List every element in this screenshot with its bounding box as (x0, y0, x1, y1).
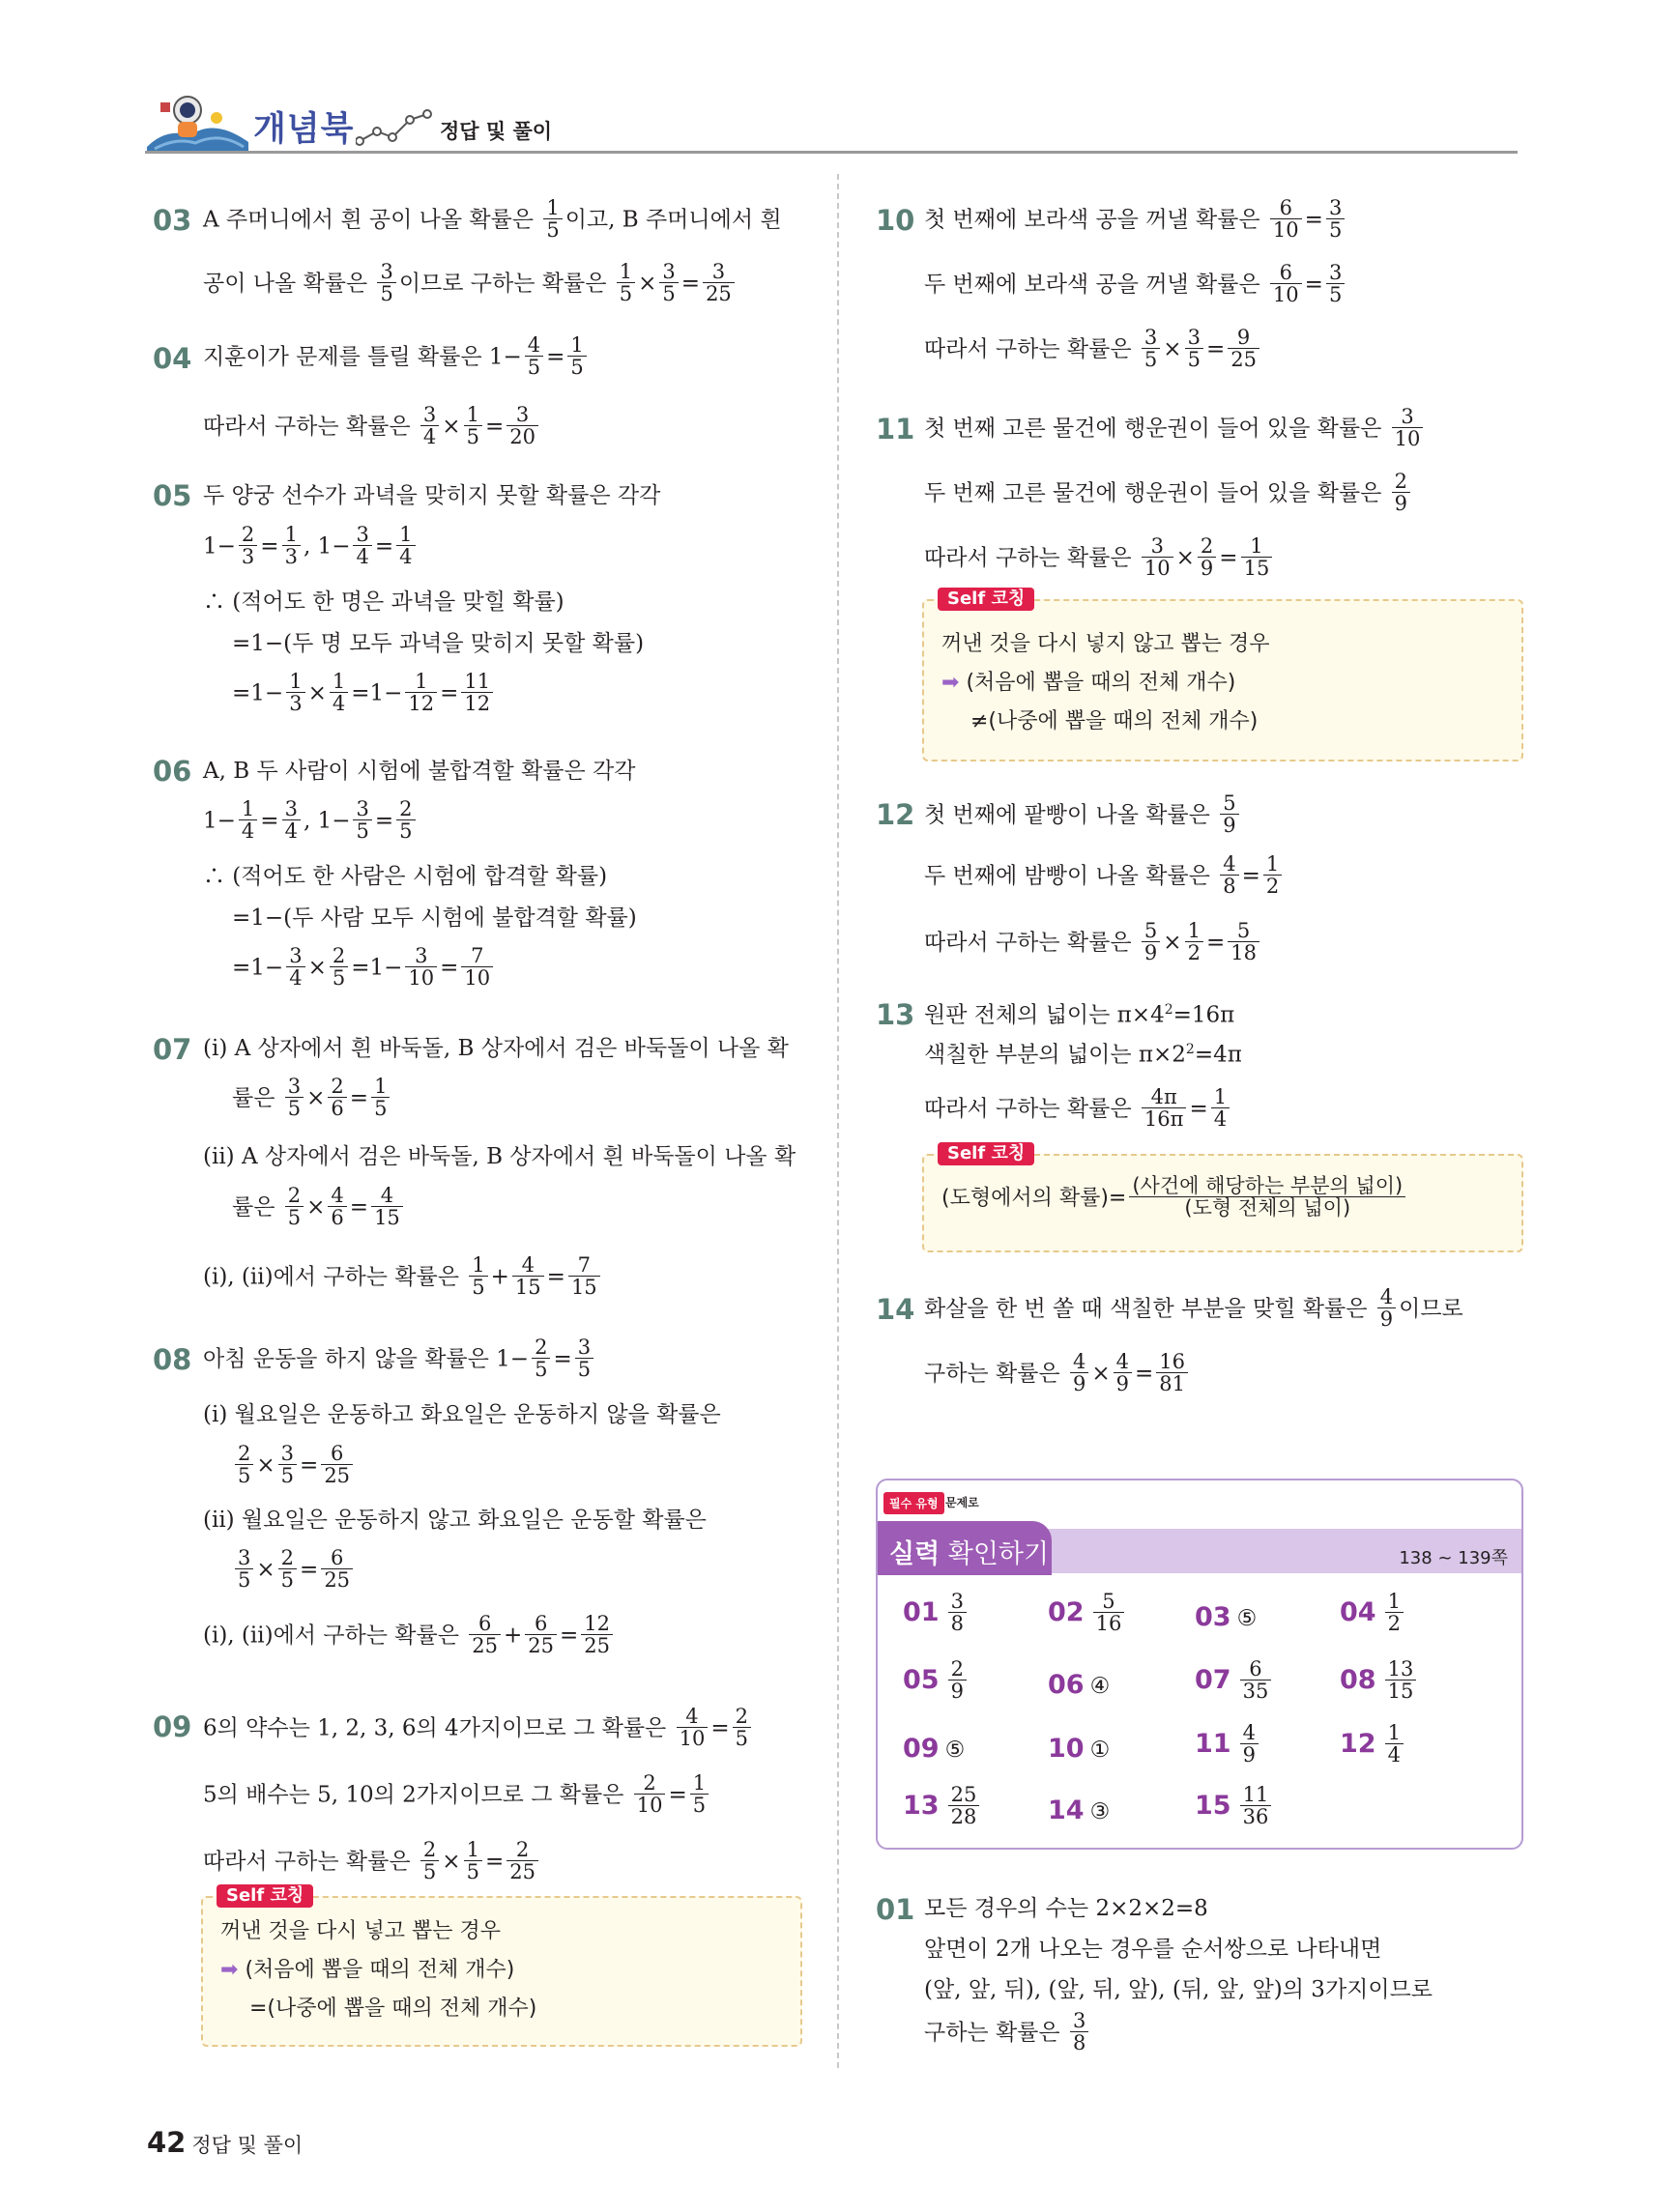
answer-item: 05 $\frac{2}{9}$ (903, 1660, 970, 1704)
coaching-line-3: =(나중에 뽑을 때의 전체 개수) (249, 1997, 537, 2021)
solution-07-line-5: (ⅰ), (ⅱ)에서 구하는 확률은 $\frac{1}{5}$ + $\frac{4}{15}$ = $\frac{7}{15}$ (203, 1256, 603, 1300)
arrow-right-icon: ➡ (941, 671, 960, 695)
solution-08-line-1: 아침 운동을 하지 않을 확률은 1− $\frac{2}{5}$ = $\frac{3}{5}$ (203, 1338, 596, 1382)
solution-07-line-2: 률은 $\frac{3}{5}$ × $\frac{2}{6}$ = $\frac{1}{5}$ (232, 1077, 392, 1121)
essential-type-badge: 필수 유형 (883, 1492, 944, 1514)
solution-07-line-3: (ⅱ) A 상자에서 검은 바둑돌, B 상자에서 흰 바둑돌이 나올 확 (203, 1144, 796, 1169)
solution-08-line-4: (ⅱ) 월요일은 운동하지 않고 화요일은 운동할 확률은 (203, 1508, 707, 1533)
solution-08-line-2: (ⅰ) 월요일은 운동하고 화요일은 운동하지 않을 확률은 (203, 1402, 721, 1427)
solution-06-line-5: =1− $\frac{3}{4}$ × $\frac{2}{5}$ =1− $\frac{3}{10}$ = $\frac{7}{10}$ (232, 947, 496, 991)
problem-number-03: 03 (153, 204, 192, 237)
solution-11-line-3: 따라서 구하는 확률은 $\frac{3}{10}$ × $\frac{2}{9}$ = $\frac{1}{15}$ (924, 537, 1275, 581)
solution-13-line-3: 따라서 구하는 확률은 $\frac{4\pi}{16\pi}$ = $\frac{1}{4}$ (924, 1088, 1232, 1132)
solution-13-line-2: 색칠한 부분의 넓이는 $\pi\times 2^2=4\pi$ (924, 1042, 1242, 1068)
answer-item: 09 ⑤ (903, 1734, 966, 1764)
answer-item: 06 ④ (1048, 1670, 1111, 1700)
solution-08-line-5: $\frac{3}{5}$ × $\frac{2}{5}$ = $\frac{6}{25}$ (232, 1549, 356, 1593)
answer-item: 02 $\frac{5}{16}$ (1048, 1593, 1127, 1636)
header-subtitle: 정답 및 풀이 (440, 120, 553, 143)
solution-07-line-4: 률은 $\frac{2}{5}$ × $\frac{4}{6}$ = $\frac{4}{15}$ (232, 1187, 406, 1230)
solution-14-line-2: 구하는 확률은 $\frac{4}{9}$ × $\frac{4}{9}$ = $\frac{16}{81}$ (924, 1353, 1191, 1396)
answer-item: 03 ⑤ (1195, 1602, 1258, 1632)
problem-number-05: 05 (153, 479, 192, 512)
solution-03-line-2: 공이 나올 확률은 $\frac{3}{5}$ 이므로 구하는 확률은 $\frac{1}{5}$ × $\frac{3}{5}$ = $\frac{3}{25}$ (203, 263, 738, 306)
problem-number-08: 08 (153, 1343, 192, 1376)
solution-10-line-2: 두 번째에 보라색 공을 꺼낼 확률은 $\frac{6}{10}$ = $\frac{3}{5}$ (924, 264, 1347, 307)
arrow-right-icon: ➡ (220, 1958, 239, 1982)
solution-05-line-1: 두 양궁 선수가 과녁을 맞히지 못할 확률은 각각 (203, 483, 661, 508)
solution-07-line-1: (ⅰ) A 상자에서 흰 바둑돌, B 상자에서 검은 바둑돌이 나올 확 (203, 1036, 789, 1061)
solution-03-line-1: A 주머니에서 흰 공이 나올 확률은 $\frac{1}{5}$ 이고, B 주머니에서 흰 (203, 196, 782, 243)
problem-number-04: 04 (153, 342, 192, 375)
solution-08-line-6: (ⅰ), (ⅱ)에서 구하는 확률은 $\frac{6}{25}$ + $\frac{6}{25}$ = $\frac{12}{25}$ (203, 1615, 616, 1658)
answer-item: 08 $\frac{13}{15}$ (1340, 1660, 1419, 1704)
self-coaching-tag: Self 코칭 (217, 1884, 313, 1908)
self-coaching-box-11 (922, 589, 1523, 761)
solution-12-line-2: 두 번째에 밤빵이 나올 확률은 $\frac{4}{8}$ = $\frac{1}{2}$ (924, 855, 1285, 899)
solution-05-line-2: 1− $\frac{2}{3}$ = $\frac{1}{3}$ , 1− $\frac{3}{4}$ = $\frac{1}{4}$ (203, 526, 419, 569)
solution-11-line-2: 두 번째 고른 물건에 행운권이 들어 있을 확률은 $\frac{2}{9}$ (924, 473, 1413, 516)
page-footer (147, 2126, 304, 2159)
problem-number-14: 14 (876, 1293, 915, 1326)
coaching-line-2: ➡ (처음에 뽑을 때의 전체 개수) (941, 671, 1236, 695)
coaching-line-3: ≠(나중에 뽑을 때의 전체 개수) (970, 709, 1259, 733)
answer-item: 14 ③ (1048, 1795, 1111, 1825)
problem-number-13: 13 (876, 998, 915, 1031)
page-number: 42 (147, 2126, 187, 2159)
brand-title: 개념북 (253, 110, 355, 149)
page-range: 138 ~ 139쪽 (1399, 1548, 1508, 1568)
solution-01-line-3: (앞, 앞, 뒤), (앞, 뒤, 앞), (뒤, 앞, 앞)의 3가지이므로 (924, 1977, 1433, 2002)
answer-item: 04 $\frac{1}{2}$ (1340, 1593, 1406, 1636)
solution-04-line-2: 따라서 구하는 확률은 $\frac{3}{4}$ × $\frac{1}{5}$ = $\frac{3}{20}$ (203, 406, 541, 449)
solution-01-line-2: 앞면이 2개 나오는 경우를 순서쌍으로 나타내면 (924, 1937, 1382, 1962)
answer-key-title: 실력 확인하기 (889, 1539, 1050, 1569)
answer-item: 10 ① (1048, 1734, 1111, 1764)
solution-01-line-4: 구하는 확률은 $\frac{3}{8}$ (924, 2012, 1091, 2055)
solution-04-line-1: 지훈이가 문제를 틀릴 확률은 1− $\frac{4}{5}$ = $\frac{1}{5}$ (203, 336, 590, 380)
solution-09-line-3: 따라서 구하는 확률은 $\frac{2}{5}$ × $\frac{1}{5}$ = $\frac{2}{25}$ (203, 1841, 541, 1884)
by-problem-label: 문제로 (945, 1496, 979, 1509)
solution-12-line-1: 첫 번째에 팥빵이 나올 확률은 $\frac{5}{9}$ (924, 794, 1242, 838)
coaching-line-1: 꺼낸 것을 다시 넣지 않고 뽑는 경우 (941, 632, 1270, 656)
coaching-formula: (도형에서의 확률)= $\frac{\text{(사건에 해당하는 부분의 넓이)}}{\text{(도형 전체의 넓이)}}$ (941, 1177, 1408, 1221)
problem-number-06: 06 (153, 755, 192, 788)
self-coaching-box-09 (201, 1885, 802, 2047)
self-coaching-tag: Self 코칭 (938, 1142, 1034, 1165)
solution-06-line-2: 1− $\frac{1}{4}$ = $\frac{3}{4}$ , 1− $\frac{3}{5}$ = $\frac{2}{5}$ (203, 800, 419, 844)
solution-06-line-1: A, B 두 사람이 시험에 불합격할 확률은 각각 (203, 759, 636, 784)
coaching-line-2: ➡ (처음에 뽑을 때의 전체 개수) (220, 1958, 515, 1982)
solution-05-line-5: =1− $\frac{1}{3}$ × $\frac{1}{4}$ =1− $\frac{1}{12}$ = $\frac{11}{12}$ (232, 673, 496, 716)
answer-item: 15 $\frac{11}{36}$ (1195, 1786, 1274, 1829)
answer-item: 11 $\frac{4}{9}$ (1195, 1724, 1261, 1767)
solution-13-line-1: 원판 전체의 넓이는 $\pi\times 4^2=16\pi$ (924, 1002, 1235, 1028)
problem-number-09: 09 (153, 1710, 192, 1743)
solution-14-line-1: 화살을 한 번 쏠 때 색칠한 부분을 맞힐 확률은 $\frac{4}{9}$ 이므로 (924, 1285, 1463, 1332)
solution-05-line-4: =1−(두 명 모두 과녁을 맞히지 못할 확률) (232, 631, 645, 656)
solution-06-line-3: ∴ (적어도 한 사람은 시험에 합격할 확률) (203, 864, 608, 889)
solution-01-line-1: 모든 경우의 수는 2×2×2=8 (924, 1896, 1208, 1921)
solution-12-line-3: 따라서 구하는 확률은 $\frac{5}{9}$ × $\frac{1}{2}$ = $\frac{5}{18}$ (924, 922, 1262, 965)
solution-10-line-1: 첫 번째에 보라색 공을 꺼낼 확률은 $\frac{6}{10}$ = $\frac{3}{5}$ (924, 199, 1347, 243)
self-coaching-box-13 (922, 1143, 1523, 1252)
self-coaching-tag: Self 코칭 (938, 588, 1034, 611)
solution-09-line-1: 6의 약수는 1, 2, 3, 6의 4가지이므로 그 확률은 $\frac{4}{10}$ = $\frac{2}{5}$ (203, 1708, 754, 1751)
answer-item: 07 $\frac{6}{35}$ (1195, 1660, 1274, 1704)
problem-number-12: 12 (876, 798, 915, 831)
constellation-icon (356, 108, 433, 149)
solution-09-line-2: 5의 배수는 5, 10의 2가지이므로 그 확률은 $\frac{2}{10}$ = $\frac{1}{5}$ (203, 1774, 711, 1818)
column-divider (837, 174, 839, 2068)
coaching-line-1: 꺼낸 것을 다시 넣고 뽑는 경우 (220, 1919, 501, 1943)
astronaut-mascot-icon (147, 89, 248, 153)
problem-number-07: 07 (153, 1033, 192, 1066)
page-header (145, 89, 1518, 157)
solution-08-line-3: $\frac{2}{5}$ × $\frac{3}{5}$ = $\frac{6}{25}$ (232, 1445, 356, 1488)
solution-11-line-1: 첫 번째 고른 물건에 행운권이 들어 있을 확률은 $\frac{3}{10}$ (924, 408, 1426, 451)
answer-item: 13 $\frac{25}{28}$ (903, 1786, 982, 1829)
solution-06-line-4: =1−(두 사람 모두 시험에 불합격할 확률) (232, 905, 637, 931)
answer-item: 01 $\frac{3}{8}$ (903, 1593, 970, 1636)
solution-05-line-3: ∴ (적어도 한 명은 과녁을 맞힐 확률) (203, 589, 564, 615)
solution-number-01: 01 (876, 1893, 915, 1926)
footer-label: 정답 및 풀이 (191, 2134, 304, 2157)
answer-key-panel (876, 1479, 1523, 1850)
problem-number-10: 10 (876, 204, 915, 237)
solution-10-line-3: 따라서 구하는 확률은 $\frac{3}{5}$ × $\frac{3}{5}$ = $\frac{9}{25}$ (924, 329, 1262, 372)
header-rule (145, 151, 1518, 154)
answer-item: 12 $\frac{1}{4}$ (1340, 1724, 1406, 1767)
problem-number-11: 11 (876, 413, 915, 445)
